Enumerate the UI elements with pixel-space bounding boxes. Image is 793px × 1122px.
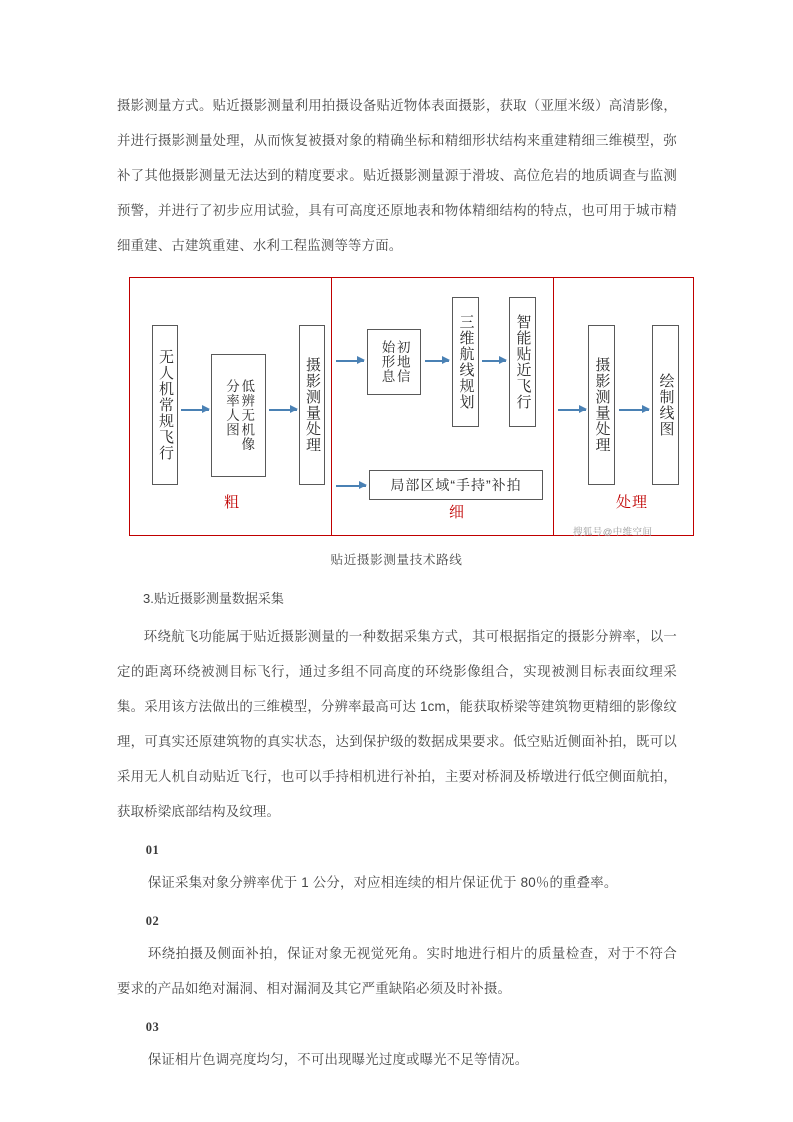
stage-label-process: 处理: [616, 494, 649, 511]
arrow-6: [336, 485, 366, 487]
technical-roadmap-figure: [129, 277, 694, 536]
figure-watermark: 搜狐号@中维空间: [573, 527, 653, 538]
box-label-col-a: 低辨无机像: [239, 379, 255, 452]
list-item-number-03: 03: [145, 1020, 160, 1034]
box-line-drawing: [652, 325, 679, 485]
box-label: 摄影测量处理: [303, 357, 321, 453]
list-item-number-01: 01: [145, 843, 160, 857]
box-label-columns: [379, 340, 409, 384]
box-uav-regular-flight: [152, 325, 178, 485]
stage-label-coarse: 粗: [224, 494, 241, 511]
box-photogrammetry-process-1: [299, 325, 325, 485]
box-label-col-b: 分率人图: [224, 379, 239, 438]
list-item-text-01: 保证采集对象分辨率优于 1 公分，对应相连续的相片保证优于 80％的重叠率。: [147, 875, 618, 890]
section-heading: 3.贴近摄影测量数据采集: [143, 591, 284, 606]
paragraph-section-1: 环绕航飞功能属于贴近摄影测量的一种数据采集方式，其可根据指定的摄影分辨率，以一定的距离环绕被测目标飞行，通过多组不同高度的环绕影像组合，实现被测目标表面纹理采集。采用该方法做出的三维模型，分辨率最高可达 1cm，能获取桥梁等建筑物更精细的影像纹理，可真实还原建筑物的真实状态，达到保护级的数据成果要求。低空贴近侧面补拍，既可以采用无人机自动贴近飞行，也可以手持相机进行补拍，主要对桥洞及桥墩进行低空侧面航拍，获取桥梁底部结构及纹理。: [117, 629, 677, 819]
arrow-4: [425, 360, 449, 362]
figure-divider-1: [331, 277, 332, 536]
list-item-text-03: 保证相片色调亮度均匀，不可出现曝光过度或曝光不足等情况。: [147, 1052, 529, 1067]
box-smart-close-flight: [509, 297, 536, 427]
box-initial-terrain-info: [367, 329, 421, 395]
arrow-7: [558, 409, 586, 411]
box-label-col-a: 初地信: [394, 340, 410, 384]
box-label-columns: [224, 379, 254, 452]
box-label: 无人机常规飞行: [156, 349, 174, 461]
arrow-8: [619, 409, 649, 411]
arrow-1: [181, 409, 209, 411]
box-photogrammetry-process-2: [588, 325, 615, 485]
box-label: 局部区域“手持”补拍: [390, 477, 522, 493]
box-label: 智能贴近飞行: [514, 314, 532, 410]
stage-label-fine: 细: [449, 504, 466, 521]
box-label: 三维航线规划: [457, 314, 475, 410]
box-handheld-supplement-shot: [369, 470, 543, 500]
section-block: [117, 583, 677, 1077]
list-item-number-02: 02: [145, 914, 160, 928]
box-label: 摄影测量处理: [593, 357, 611, 453]
arrow-2: [269, 409, 297, 411]
paragraph-intro: 摄影测量方式。贴近摄影测量利用拍摄设备贴近物体表面摄影，获取（亚厘米级）高清影像，并进行摄影测量处理，从而恢复被摄对象的精确坐标和精细形状结构来重建精细三维模型，弥补了其他摄影测量无法达到的精度要求。贴近摄影测量源于滑坡、高位危岩的地质调查与监测预警，并进行了初步应用试验，具有可高度还原地表和物体精细结构的特点，也可用于城市精细重建、古建筑重建、水利工程监测等等方面。: [117, 98, 677, 253]
box-low-res-uav-image: [211, 354, 266, 477]
figure-divider-2: [553, 277, 554, 536]
list-item-text-02: 环绕拍摄及侧面补拍，保证对象无视觉死角。实时地进行相片的质量检查，对于不符合要求的产品如绝对漏洞、相对漏洞及其它严重缺陷必须及时补摄。: [117, 946, 677, 996]
figure-caption: 贴近摄影测量技术路线: [330, 553, 463, 567]
box-label: 绘制线图: [657, 373, 675, 437]
intro-text-block: [117, 88, 677, 263]
arrow-3: [336, 360, 364, 362]
arrow-5: [482, 360, 506, 362]
box-label-col-b: 始形息: [379, 340, 395, 384]
box-3d-route-planning: [452, 297, 479, 427]
